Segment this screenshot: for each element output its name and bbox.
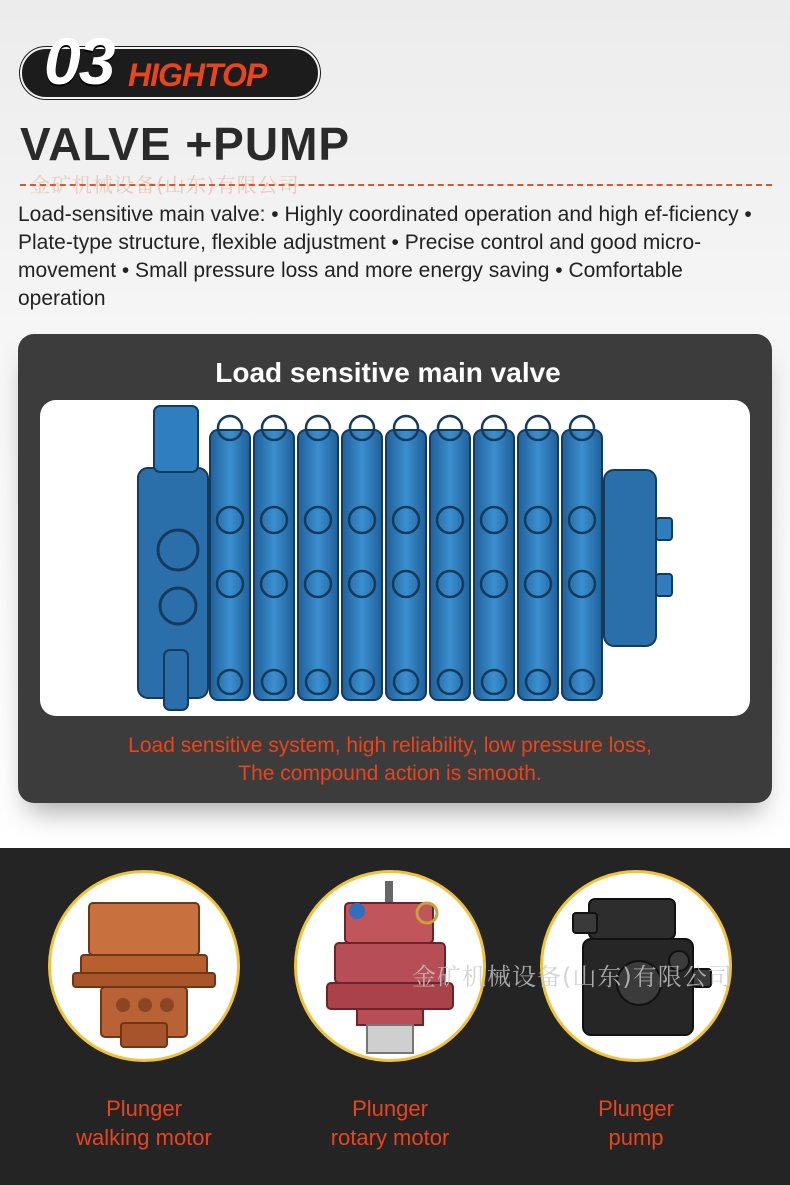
walking-motor-image <box>48 870 240 1062</box>
page-title: VALVE +PUMP <box>20 118 351 170</box>
product-label-line-2: rotary motor <box>330 1125 450 1150</box>
product-label-walking-motor <box>24 1094 264 1152</box>
caption-line-1: Load sensitive system, high reliability, low pressure loss, <box>128 734 652 757</box>
caption-line-2: The compound action is smooth. <box>238 762 542 785</box>
product-label-line-1: Plunger <box>106 1096 182 1121</box>
product-label-line-1: Plunger <box>352 1096 428 1121</box>
watermark-top: 金矿机械设备(山东)有限公司 <box>30 173 300 197</box>
product-label-line-2: pump <box>608 1125 664 1150</box>
valve-image <box>40 400 750 716</box>
product-label-pump <box>516 1094 756 1152</box>
dashed-divider <box>20 184 772 186</box>
valve-panel <box>18 334 772 803</box>
product-label-line-2: walking motor <box>76 1125 212 1150</box>
valve-panel-title: Load sensitive main valve <box>215 357 561 388</box>
valve-illustration <box>40 400 750 716</box>
walking-motor-illustration <box>51 873 237 1059</box>
section-number: 03 <box>44 24 114 98</box>
watermark-bottom: 金矿机械设备(山东)有限公司 <box>412 963 733 991</box>
valve-panel-caption <box>18 732 762 788</box>
product-label-rotary-motor <box>270 1094 510 1152</box>
description-text: Load-sensitive main valve: • Highly coordinated operation and high ef-ficiency • Plate-type structure, flexible adjustment • Precise control and good micro-movement • Small pressure loss and more energy saving • Comfortable operation <box>18 203 752 310</box>
product-label-line-1: Plunger <box>598 1096 674 1121</box>
brand-logo-text: HIGHTOP <box>128 57 267 93</box>
